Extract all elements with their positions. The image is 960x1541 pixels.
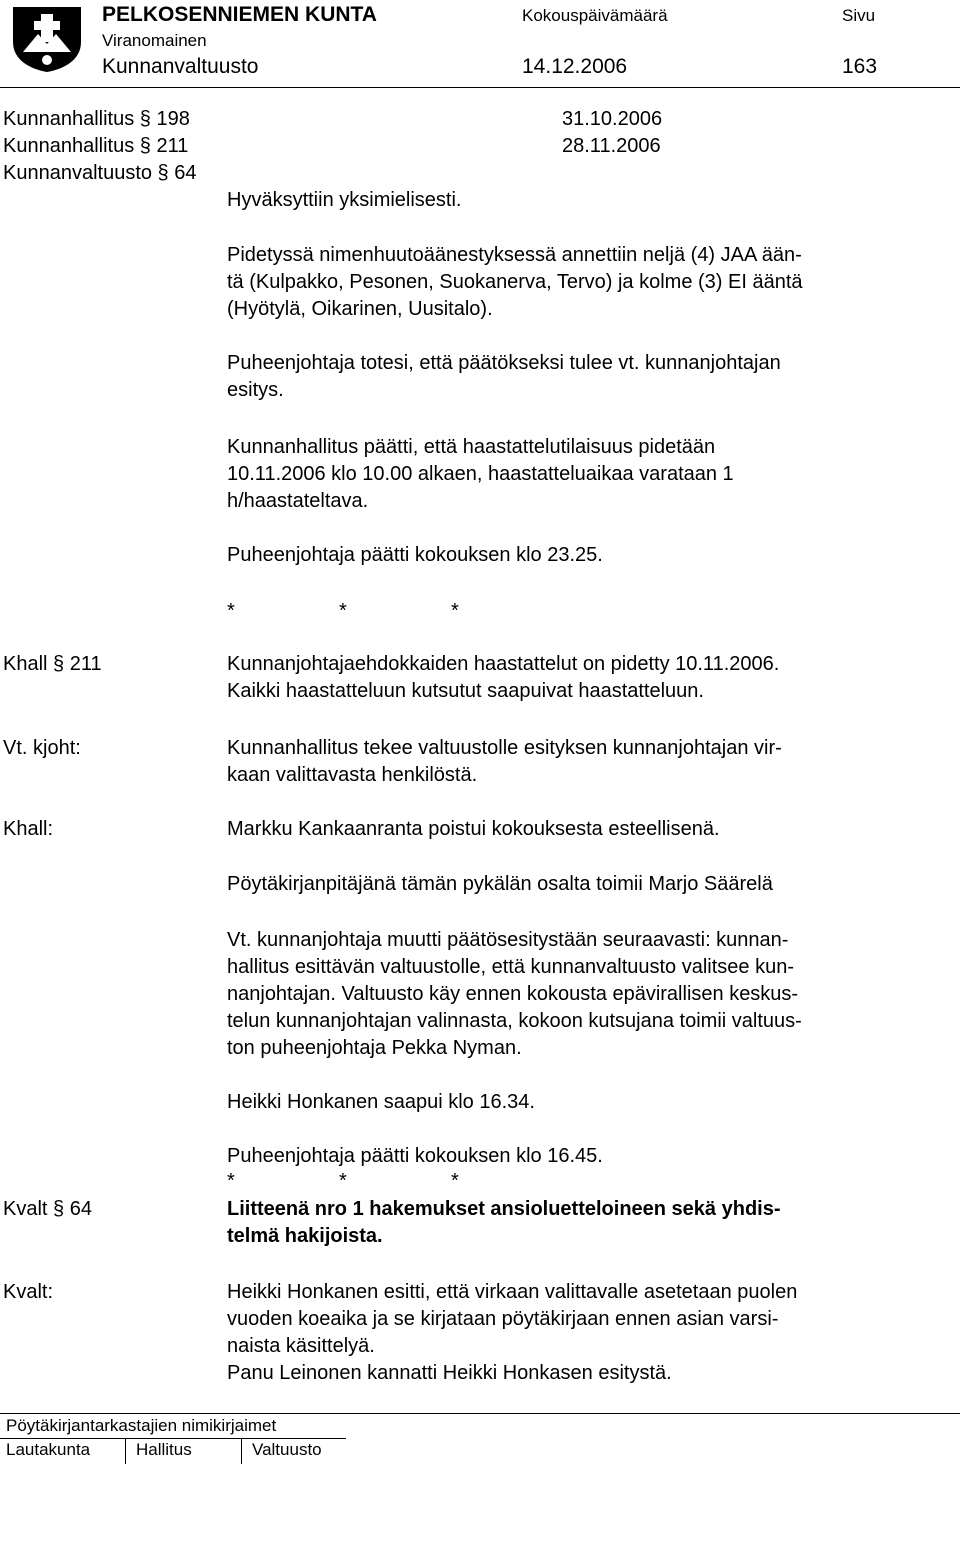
text-line: Kunnanhallitus tekee valtuustolle esityksen kunnanjohtajan vir- (227, 737, 782, 759)
page-number: 163 (842, 55, 878, 78)
kvalt64-label: Kvalt § 64 (3, 1198, 92, 1220)
text-line: Puheenjohtaja totesi, että päätökseksi tulee vt. kunnanjohtajan (227, 352, 781, 374)
footer-rule (0, 1413, 960, 1414)
separator-star: * (451, 600, 459, 622)
footer-col-lautakunta: Lautakunta (6, 1440, 91, 1459)
footer-col-hallitus: Hallitus (136, 1440, 192, 1459)
text-line: naista käsittelyä. (227, 1335, 375, 1357)
text-line: ton puheenjohtaja Pekka Nyman. (227, 1037, 522, 1059)
text-line: telun kunnanjohtajan valinnasta, kokoon kutsujana toimii valtuus- (227, 1010, 802, 1032)
footer-col-divider (241, 1438, 242, 1464)
history-row-2 (3, 133, 188, 160)
text-line: 10.11.2006 klo 10.00 alkaen, haastatteluaikaa varataan 1 (227, 463, 734, 485)
text-line: Puheenjohtaja päätti kokouksen klo 23.25. (227, 544, 603, 566)
organization-name: PELKOSENNIEMEN KUNTA (102, 3, 377, 26)
khall-text: Markku Kankaanranta poistui kokouksesta esteellisenä. (227, 818, 720, 840)
authority-name: Kunnanvaltuusto (102, 55, 259, 78)
footer-col-divider (125, 1438, 126, 1464)
text-line: hallitus esittävän valtuustolle, että kunnanvaltuusto valitsee kun- (227, 956, 795, 978)
closing-paragraph (227, 542, 603, 569)
vt-kjoht-label: Vt. kjoht: (3, 737, 81, 759)
separator-star: * (451, 1170, 459, 1192)
separator-star: * (339, 1170, 347, 1192)
meeting-date-label: Kokouspäivämäärä (522, 6, 668, 25)
text-line: Vt. kunnanjohtaja muutti päätösesitystään seuraavasti: kunnan- (227, 929, 789, 951)
header-rule (0, 87, 960, 88)
separator-star: * (227, 1170, 235, 1192)
kv64-decision: Hyväksyttiin yksimielisesti. (227, 189, 462, 211)
vt-kjoht-text (227, 735, 782, 789)
khall-label: Khall: (3, 818, 54, 840)
text-line: nanjohtajan. Valtuusto käy ennen kokousta epävirallisen keskus- (227, 983, 799, 1005)
decision-paragraph (227, 350, 781, 404)
authority-label: Viranomainen (102, 31, 207, 50)
history-row-3 (3, 160, 197, 187)
text-line: Kunnanjohtajaehdokkaiden haastattelut on pidetty 10.11.2006. (227, 653, 780, 675)
history-body: Kunnanvaltuusto § 64 (3, 162, 197, 184)
kvalt-label: Kvalt: (3, 1281, 54, 1303)
closed-paragraph: Puheenjohtaja päätti kokouksen klo 16.45. (227, 1145, 603, 1167)
text-line: Kunnanhallitus päätti, että haastattelutilaisuus pidetään (227, 436, 716, 458)
vote-paragraph (227, 242, 803, 323)
text-line: vuoden koeaika ja se kirjataan pöytäkirjaan ennen asian varsi- (227, 1308, 779, 1330)
arrival-paragraph: Heikki Honkanen saapui klo 16.34. (227, 1091, 535, 1113)
khall211-label: Khall § 211 (3, 653, 102, 675)
text-line: h/haastateltava. (227, 490, 369, 512)
text-line: esitys. (227, 379, 284, 401)
attachment-note (227, 1196, 781, 1250)
history-body: Kunnanhallitus § 211 (3, 135, 189, 157)
history-row-1 (3, 106, 190, 133)
separator-star: * (339, 600, 347, 622)
text-line: Heikki Honkanen esitti, että virkaan valittavalle asetetaan puolen (227, 1281, 798, 1303)
text-line: kaan valittavasta henkilöstä. (227, 764, 478, 786)
separator-star: * (227, 600, 235, 622)
kvalt-text (227, 1279, 797, 1387)
interview-paragraph (227, 434, 734, 515)
footer-title: Pöytäkirjantarkastajien nimikirjaimet (6, 1416, 277, 1435)
khall211-text (227, 651, 779, 705)
text-line: Liitteenä nro 1 hakemukset ansioluetteloineen sekä yhdis- (227, 1198, 781, 1220)
history-date-1: 31.10.2006 (562, 108, 663, 130)
text-line: Pidetyssä nimenhuutoäänestyksessä annettiin neljä (4) JAA ään- (227, 244, 802, 266)
text-line: (Hyötylä, Oikarinen, Uusitalo). (227, 298, 493, 320)
secretary-paragraph: Pöytäkirjanpitäjänä tämän pykälän osalta toimii Marjo Säärelä (227, 873, 773, 895)
text-line: Kaikki haastatteluun kutsutut saapuivat haastatteluun. (227, 680, 704, 702)
text-line: tä (Kulpakko, Pesonen, Suokanerva, Tervo) ja kolme (3) EI ääntä (227, 271, 803, 293)
changed-proposal-paragraph (227, 927, 802, 1062)
page-label: Sivu (842, 6, 876, 25)
text-line: telmä hakijoista. (227, 1225, 383, 1247)
municipal-crest-logo (8, 4, 86, 74)
history-body: Kunnanhallitus § 198 (3, 108, 190, 130)
text-line: Panu Leinonen kannatti Heikki Honkasen esitystä. (227, 1362, 672, 1384)
history-date-2: 28.11.2006 (562, 135, 661, 157)
meeting-date: 14.12.2006 (522, 55, 628, 78)
footer-col-valtuusto: Valtuusto (252, 1440, 322, 1459)
